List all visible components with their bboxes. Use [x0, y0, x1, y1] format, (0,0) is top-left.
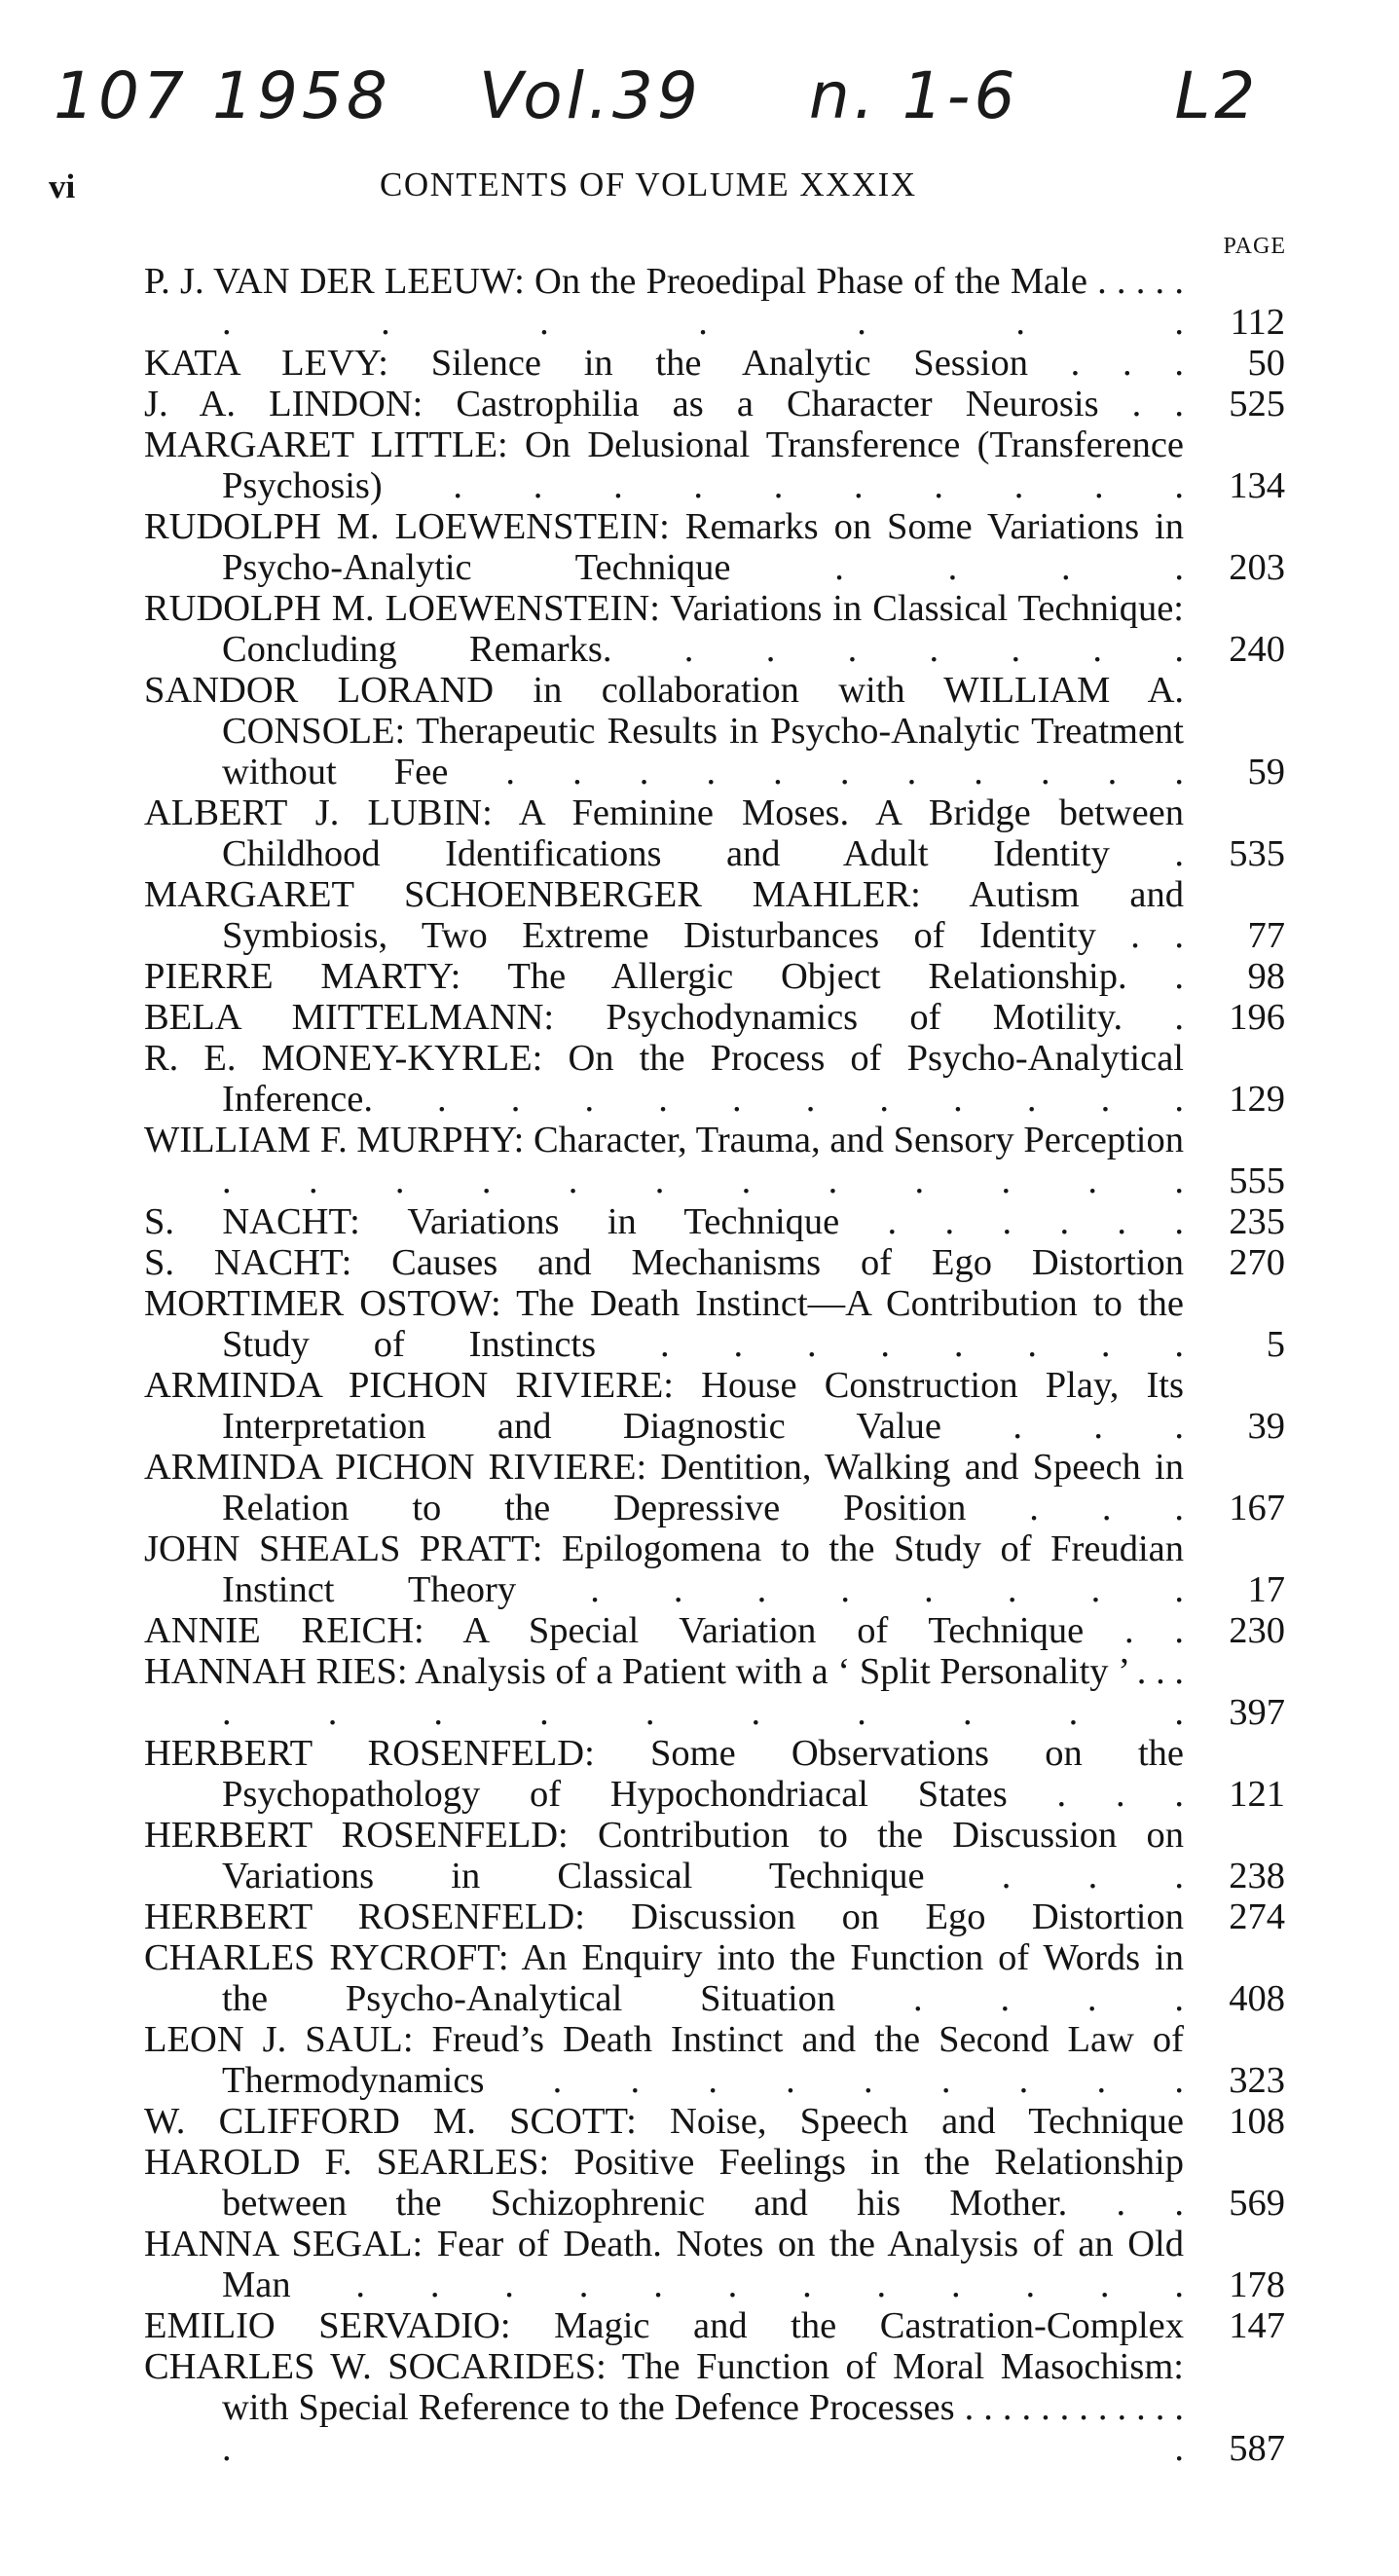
contents-entry — [144, 1201, 1285, 1242]
contents-entry — [144, 343, 1285, 384]
contents-entry — [144, 670, 1285, 792]
handwritten-catalog-note — [54, 58, 1260, 133]
entry-page-number: 230 — [1229, 1610, 1285, 1651]
contents-entry — [144, 1937, 1285, 2019]
contents-entry — [144, 1651, 1285, 1733]
entry-page-number: 108 — [1229, 2101, 1285, 2142]
entry-page-number: 535 — [1229, 833, 1285, 874]
handwritten-note-location: L2 — [1174, 58, 1260, 133]
contents-entry — [144, 2101, 1285, 2142]
contents-entry — [144, 424, 1285, 506]
entry-page-number: 569 — [1229, 2183, 1285, 2224]
entry-page-number: 408 — [1229, 1978, 1285, 2019]
entry-title: ANNIE REICH: A Special Variation of Technique . . — [144, 1610, 1184, 1651]
entry-page-number: 587 — [1229, 2428, 1285, 2469]
entry-title: KATA LEVY: Silence in the Analytic Session . . . — [144, 343, 1184, 384]
entry-title: CHARLES W. SOCARIDES: The Function of Moral Masochism: with Special Reference to the Defence Processes . . . . . . . . . . . . . . — [144, 2346, 1184, 2469]
entry-title: MARGARET LITTLE: On Delusional Transference (Transference Psychosis) . . . . . . . . . . — [144, 424, 1184, 506]
entry-title: MORTIMER OSTOW: The Death Instinct—A Contribution to the Study of Instincts . . . . . . . . — [144, 1283, 1184, 1365]
contents-entry — [144, 384, 1285, 424]
contents-entry — [144, 956, 1285, 997]
entry-title: JOHN SHEALS PRATT: Epilogomena to the Study of Freudian Instinct Theory . . . . . . . . — [144, 1528, 1184, 1610]
entry-page-number: 77 — [1247, 915, 1285, 956]
entry-page-number: 112 — [1230, 302, 1285, 343]
entry-page-number: 39 — [1247, 1406, 1285, 1447]
entry-title: HANNAH RIES: Analysis of a Patient with a ‘ Split Personality ’ . . . . . . . . . . . . . — [144, 1651, 1184, 1733]
entry-title: W. CLIFFORD M. SCOTT: Noise, Speech and Technique — [144, 2101, 1184, 2142]
entry-page-number: 270 — [1229, 1242, 1285, 1283]
entry-title: J. A. LINDON: Castrophilia as a Character Neurosis . . — [144, 384, 1184, 424]
entry-title: HERBERT ROSENFELD: Some Observations on the Psychopathology of Hypochondriacal States . . . — [144, 1733, 1184, 1815]
entry-page-number: 323 — [1229, 2060, 1285, 2101]
entry-title: ALBERT J. LUBIN: A Feminine Moses. A Bridge between Childhood Identifications and Adult Identity . — [144, 792, 1184, 874]
entry-page-number: 525 — [1229, 384, 1285, 424]
entry-title: WILLIAM F. MURPHY: Character, Trauma, and Sensory Perception . . . . . . . . . . . . — [144, 1120, 1184, 1201]
entry-page-number: 129 — [1229, 1079, 1285, 1120]
entry-title: SANDOR LORAND in collaboration with WILLIAM A. CONSOLE: Therapeutic Results in Psycho-Analytic Treatment without Fee . . . . . . . . . . . — [144, 670, 1184, 792]
handwritten-note-volume: Vol.39 — [478, 58, 702, 133]
contents-entry — [144, 2224, 1285, 2305]
entry-title: CHARLES RYCROFT: An Enquiry into the Function of Words in the Psycho-Analytical Situation . . . . — [144, 1937, 1184, 2019]
entry-page-number: 167 — [1229, 1488, 1285, 1528]
contents-entry — [144, 506, 1285, 588]
contents-entry — [144, 1120, 1285, 1201]
entry-page-number: 240 — [1229, 629, 1285, 670]
entry-title: S. NACHT: Variations in Technique . . . . . . — [144, 1201, 1184, 1242]
contents-entry — [144, 2142, 1285, 2224]
entry-title: MARGARET SCHOENBERGER MAHLER: Autism and Symbiosis, Two Extreme Disturbances of Identity . . — [144, 874, 1184, 956]
contents-entry — [144, 2305, 1285, 2346]
running-title: CONTENTS OF VOLUME XXXIX — [380, 166, 917, 203]
entry-title: RUDOLPH M. LOEWENSTEIN: Variations in Classical Technique: Concluding Remarks. . . . . . . . — [144, 588, 1184, 670]
contents-list — [144, 261, 1285, 2469]
contents-entry — [144, 2346, 1285, 2469]
entry-title: S. NACHT: Causes and Mechanisms of Ego Distortion — [144, 1242, 1184, 1283]
entry-page-number: 121 — [1229, 1774, 1285, 1815]
entry-page-number: 98 — [1247, 956, 1285, 997]
entry-page-number: 5 — [1266, 1324, 1285, 1365]
contents-entry — [144, 874, 1285, 956]
page-column-label: PAGE — [1223, 234, 1286, 259]
entry-page-number: 50 — [1247, 343, 1285, 384]
entry-page-number: 147 — [1229, 2305, 1285, 2346]
entry-title: R. E. MONEY-KYRLE: On the Process of Psycho-Analytical Inference. . . . . . . . . . . . — [144, 1038, 1184, 1120]
entry-title: P. J. VAN DER LEEUW: On the Preoedipal Phase of the Male . . . . . . . . . . . . — [144, 261, 1184, 343]
handwritten-note-call-number: 107 1958 — [54, 58, 391, 133]
entry-title: LEON J. SAUL: Freud’s Death Instinct and the Second Law of Thermodynamics . . . . . . . . . — [144, 2019, 1184, 2101]
page-folio: vi — [49, 167, 76, 205]
contents-entry — [144, 1528, 1285, 1610]
entry-title: HERBERT ROSENFELD: Contribution to the Discussion on Variations in Classical Technique . . . — [144, 1815, 1184, 1896]
entry-title: RUDOLPH M. LOEWENSTEIN: Remarks on Some Variations in Psycho-Analytic Technique . . . . — [144, 506, 1184, 588]
contents-entry — [144, 1447, 1285, 1528]
entry-page-number: 203 — [1229, 547, 1285, 588]
contents-entry — [144, 1038, 1285, 1120]
entry-title: ARMINDA PICHON RIVIERE: House Construction Play, Its Interpretation and Diagnostic Value . . . — [144, 1365, 1184, 1447]
contents-entry — [144, 261, 1285, 343]
entry-page-number: 178 — [1229, 2264, 1285, 2305]
contents-entry — [144, 1815, 1285, 1896]
contents-entry — [144, 1733, 1285, 1815]
entry-title: ARMINDA PICHON RIVIERE: Dentition, Walking and Speech in Relation to the Depressive Position . . . — [144, 1447, 1184, 1528]
contents-entry — [144, 1283, 1285, 1365]
handwritten-note-issues: n. 1-6 — [808, 58, 1019, 133]
contents-entry — [144, 1242, 1285, 1283]
entry-title: PIERRE MARTY: The Allergic Object Relationship. . — [144, 956, 1184, 997]
contents-entry — [144, 1365, 1285, 1447]
entry-page-number: 235 — [1229, 1201, 1285, 1242]
contents-entry — [144, 1610, 1285, 1651]
contents-entry — [144, 997, 1285, 1038]
entry-page-number: 196 — [1229, 997, 1285, 1038]
entry-title: HANNA SEGAL: Fear of Death. Notes on the Analysis of an Old Man . . . . . . . . . . . . — [144, 2224, 1184, 2305]
entry-page-number: 555 — [1229, 1160, 1285, 1201]
entry-page-number: 134 — [1229, 465, 1285, 506]
entry-title: EMILIO SERVADIO: Magic and the Castration-Complex — [144, 2305, 1184, 2346]
entry-page-number: 17 — [1247, 1569, 1285, 1610]
contents-entry — [144, 588, 1285, 670]
entry-page-number: 59 — [1247, 752, 1285, 792]
entry-title: HAROLD F. SEARLES: Positive Feelings in the Relationship between the Schizophrenic and his Mother. . . — [144, 2142, 1184, 2224]
entry-title: BELA MITTELMANN: Psychodynamics of Motility. . — [144, 997, 1184, 1038]
contents-entry — [144, 2019, 1285, 2101]
entry-page-number: 274 — [1229, 1896, 1285, 1937]
contents-entry — [144, 1896, 1285, 1937]
contents-entry — [144, 792, 1285, 874]
entry-page-number: 397 — [1229, 1692, 1285, 1733]
entry-page-number: 238 — [1229, 1856, 1285, 1896]
entry-title: HERBERT ROSENFELD: Discussion on Ego Distortion — [144, 1896, 1184, 1937]
